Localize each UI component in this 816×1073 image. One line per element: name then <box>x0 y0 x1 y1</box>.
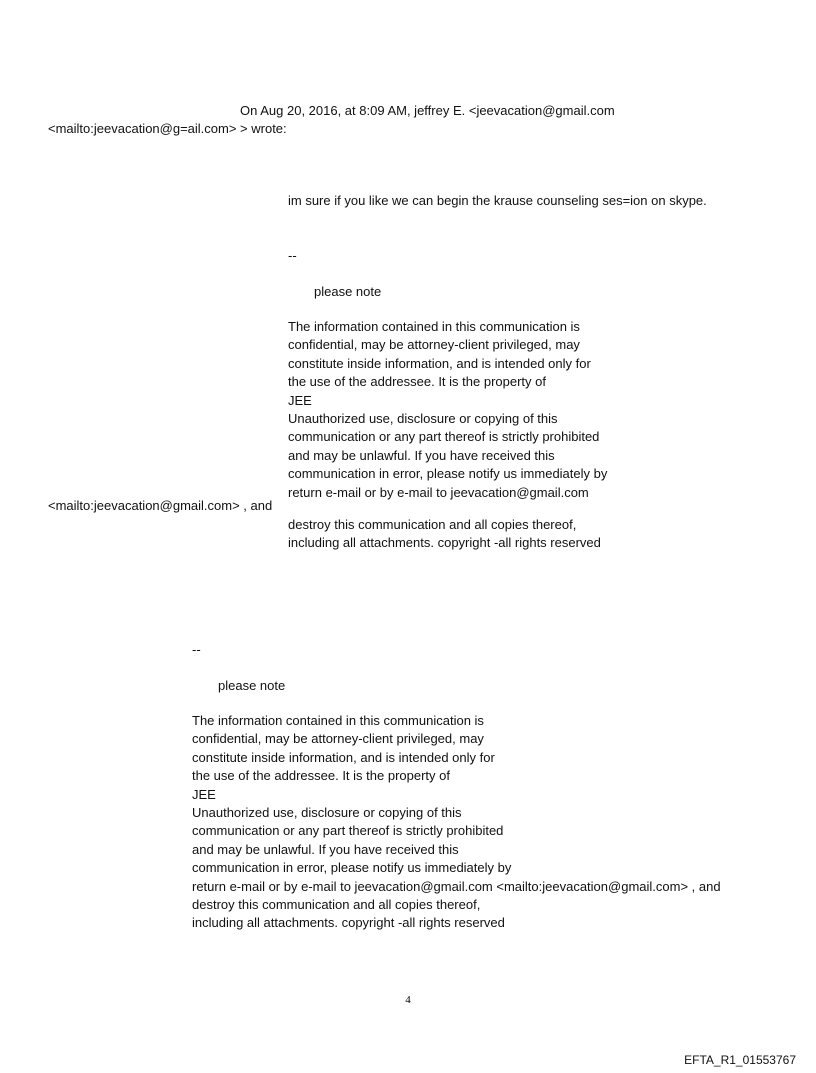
page-number: 4 <box>405 994 411 1006</box>
disclaimer-line: Unauthorized use, disclosure or copying of this <box>288 411 558 427</box>
disclaimer-line: confidential, may be attorney-client privileged, may <box>288 337 580 353</box>
disclaimer-line: constitute inside information, and is intended only for <box>192 749 495 765</box>
inner-footer-dashes: -- <box>288 248 297 263</box>
message-body: im sure if you like we can begin the krause counseling ses=ion on skype. <box>288 193 707 208</box>
outer-footer-disclaimer <box>192 712 721 933</box>
outer-footer-please-note: please note <box>218 678 286 693</box>
disclaimer-line: The information contained in this communication is <box>192 713 484 728</box>
inner-footer-disclaimer <box>288 318 607 502</box>
disclaimer-line: and may be unlawful. If you have received this <box>288 447 555 463</box>
disclaimer-line: destroy this communication and all copies thereof, <box>192 897 481 913</box>
disclaimer-line: the use of the addressee. It is the property of <box>288 374 546 390</box>
disclaimer-line: the use of the addressee. It is the property of <box>192 768 450 784</box>
disclaimer-line: communication or any part thereof is strictly prohibited <box>288 429 600 445</box>
disclaimer-line: return e-mail or by e-mail to jeevacation@gmail.com <box>288 484 589 500</box>
inner-footer-closing <box>288 516 601 553</box>
disclaimer-line: constitute inside information, and is intended only for <box>288 355 591 371</box>
outer-footer-dashes: -- <box>192 642 201 657</box>
disclaimer-line: including all attachments. copyright -all rights reserved <box>288 535 601 551</box>
disclaimer-line: and may be unlawful. If you have received this <box>192 841 459 857</box>
disclaimer-line: return e-mail or by e-mail to jeevacation@gmail.com <mailto:jeevacation@gmail.com> , and <box>192 878 721 894</box>
reply-header-line-1: On Aug 20, 2016, at 8:09 AM, jeffrey E. <jeevacation@gmail.com <box>240 103 615 118</box>
disclaimer-line: communication in error, please notify us immediately by <box>192 860 512 876</box>
bates-number: EFTA_R1_01553767 <box>684 1053 796 1067</box>
disclaimer-line: communication in error, please notify us immediately by <box>288 466 608 482</box>
inner-footer-mailto-line: <mailto:jeevacation@gmail.com> , and <box>48 498 273 513</box>
disclaimer-line: destroy this communication and all copies thereof, <box>288 517 577 532</box>
disclaimer-line: confidential, may be attorney-client privileged, may <box>192 731 484 747</box>
reply-header-line-2: <mailto:jeevacation@g=ail.com> > wrote: <box>48 121 287 136</box>
disclaimer-line: JEE <box>192 786 216 802</box>
disclaimer-line: including all attachments. copyright -all rights reserved <box>192 915 505 931</box>
disclaimer-line: JEE <box>288 392 312 408</box>
inner-footer-please-note: please note <box>314 284 382 299</box>
disclaimer-line: The information contained in this communication is <box>288 319 580 334</box>
disclaimer-line: communication or any part thereof is strictly prohibited <box>192 823 504 839</box>
disclaimer-line: Unauthorized use, disclosure or copying of this <box>192 805 462 821</box>
